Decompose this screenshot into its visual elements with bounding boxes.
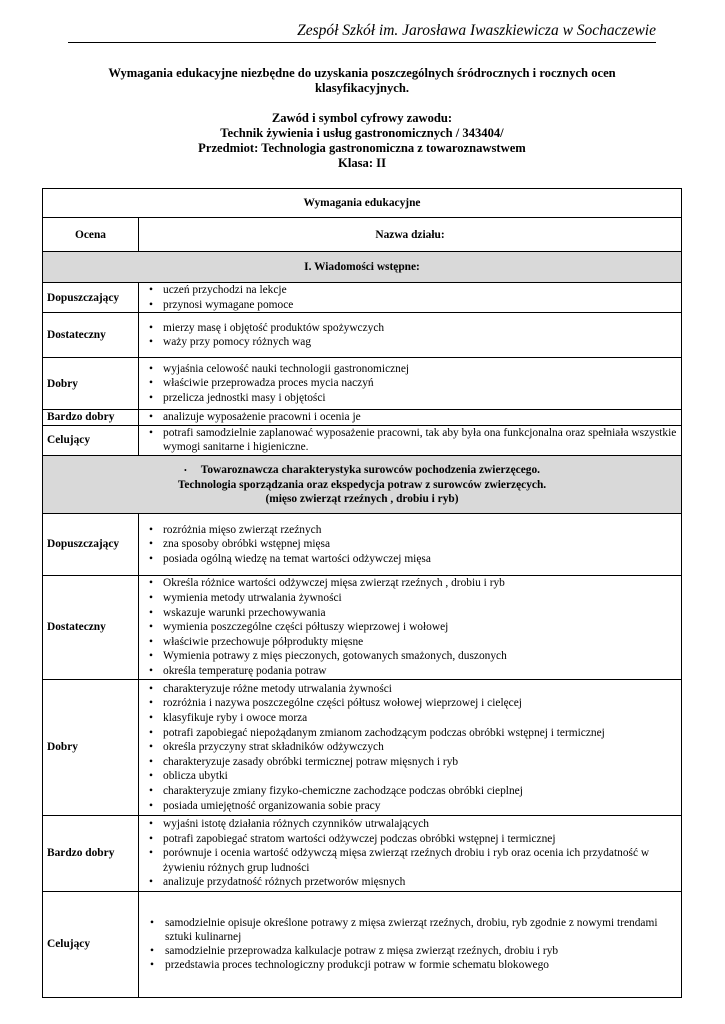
title-line-1: Wymagania edukacyjne niezbędne do uzyskania poszczególnych śródrocznych i rocznych ocen — [108, 66, 616, 80]
requirements-list — [139, 358, 682, 410]
list-item: • wyjaśni istotę działania różnych czynników utrwalających — [139, 817, 677, 832]
grade-label: Celujący — [43, 891, 139, 997]
bullet-icon: • — [149, 538, 153, 551]
grade-row — [43, 410, 682, 426]
section-title — [43, 455, 682, 513]
grade-row — [43, 513, 682, 575]
list-item: • Określa różnice wartości odżywczej mięsa zwierząt rzeźnych , drobiu i ryb — [139, 576, 677, 591]
bullet-icon: • — [149, 770, 153, 783]
requirements-list — [139, 313, 682, 358]
bullet-icon: • — [149, 377, 153, 390]
list-item: • określa temperaturę podania potraw — [139, 664, 677, 679]
list-item: • waży przy pomocy różnych wag — [139, 335, 677, 350]
list-item: • Wymienia potrawy z mięs pieczonych, gotowanych smażonych, duszonych — [139, 649, 677, 664]
title-line-2: klasyfikacyjnych. — [314, 81, 410, 95]
bullet-icon: • — [150, 917, 154, 930]
list-item: • charakteryzuje zmiany fizyko-chemiczne zachodzące podczas obróbki cieplnej — [139, 784, 677, 799]
bullet-icon: • — [149, 711, 153, 724]
section-title-line: • Towaroznawcza charakterystyka surowców pochodzenia zwierzęcego. — [183, 464, 541, 477]
list-item: • potrafi zapobiegać stratom wartości odżywczej podczas obróbki wstępnej i termicznej — [139, 832, 677, 847]
requirements-list — [139, 425, 682, 455]
bullet-icon: • — [149, 336, 153, 349]
requirements-list — [139, 575, 682, 679]
list-item: • potrafi samodzielnie zaplanować wyposażenie pracowni, tak aby była ona funkcjonalna oraz spełniała wszystkie wymogi sanitarne i higieniczne. — [139, 426, 677, 455]
grade-row — [43, 283, 682, 313]
title-line-4: Technik żywienia i usług gastronomicznych / 343404/ — [220, 126, 504, 140]
list-item: • porównuje i ocenia wartość odżywczą mięsa zwierząt rzeźnych drobiu i ryb oraz ocenia ich przydatność w żywieniu różnych grup ludności — [139, 846, 677, 875]
grade-row — [43, 425, 682, 455]
grade-row — [43, 358, 682, 410]
grade-label: Dopuszczający — [43, 513, 139, 575]
list-item: • klasyfikuje ryby i owoce morza — [139, 711, 677, 726]
list-item: • wskazuje warunki przechowywania — [139, 606, 677, 621]
bullet-icon: • — [149, 284, 153, 296]
column-header-dzial: Nazwa działu: — [139, 218, 682, 252]
bullet-icon: • — [149, 650, 153, 663]
bullet-icon: • — [149, 523, 153, 536]
list-item: • samodzielnie opisuje określone potrawy z mięsa zwierząt rzeźnych, drobiu, ryb zgodnie z nowymi trendami sztuki kulinarnej — [139, 916, 677, 944]
bullet-icon: • — [149, 784, 153, 797]
bullet-icon: • — [149, 817, 153, 830]
list-item: • charakteryzuje zasady obróbki termicznej potraw mięsnych i ryb — [139, 755, 677, 770]
bullet-icon: • — [149, 847, 153, 860]
bullet-icon: • — [149, 682, 153, 695]
section-title: I. Wiadomości wstępne: — [43, 252, 682, 283]
list-item: • mierzy masę i objętość produktów spożywczych — [139, 321, 677, 336]
list-item: • rozróżnia mięso zwierząt rzeźnych — [139, 523, 677, 538]
grade-row — [43, 891, 682, 997]
column-header-ocena: Ocena — [43, 218, 139, 252]
bullet-icon: • — [149, 298, 153, 311]
list-item: • wyjaśnia celowość nauki technologii gastronomicznej — [139, 362, 677, 377]
list-item: • właściwie przeprowadza proces mycia naczyń — [139, 376, 677, 391]
list-item: • samodzielnie przeprowadza kalkulacje potraw z mięsa zwierząt rzeźnych, drobiu i ryb — [139, 944, 677, 958]
section-title-line: (mięso zwierząt rzeźnych , drobiu i ryb) — [265, 492, 459, 505]
list-item: • oblicza ubytki — [139, 769, 677, 784]
requirements-list — [139, 513, 682, 575]
grade-label: Dopuszczający — [43, 283, 139, 313]
list-item: • rozróżnia i nazywa poszczególne części półtusz wołowej wieprzowej i cielęcej — [139, 696, 677, 711]
grade-label: Dostateczny — [43, 313, 139, 358]
document-title — [44, 66, 680, 171]
list-item: • wymienia metody utrwalania żywności — [139, 591, 677, 606]
list-item: • przynosi wymagane pomoce — [139, 298, 677, 313]
grade-row — [43, 575, 682, 679]
grade-label: Bardzo dobry — [43, 410, 139, 426]
title-line-3: Zawód i symbol cyfrowy zawodu: — [271, 111, 453, 125]
list-item: • posiada ogólną wiedzę na temat wartości odżywczej mięsa — [139, 552, 677, 567]
bullet-icon: • — [150, 959, 154, 972]
bullet-icon: • — [149, 391, 153, 404]
bullet-icon: • — [149, 755, 153, 768]
bullet-icon: • — [183, 465, 187, 475]
table-caption: Wymagania edukacyjne — [43, 189, 682, 218]
grade-label: Bardzo dobry — [43, 815, 139, 891]
list-item: • uczeń przychodzi na lekcje — [139, 283, 677, 298]
title-line-5: Przedmiot: Technologia gastronomiczna z towaroznawstwem — [198, 141, 526, 155]
requirements-list — [139, 679, 682, 815]
requirements-list — [139, 891, 682, 997]
bullet-icon: • — [149, 411, 153, 424]
list-item: • posiada umiejętność organizowania sobie pracy — [139, 799, 677, 814]
school-header: Zespół Szkół im. Jarosława Iwaszkiewicza w Sochaczewie — [68, 22, 656, 43]
bullet-icon: • — [149, 426, 153, 439]
list-item: • przelicza jednostki masy i objętości — [139, 391, 677, 406]
bullet-icon: • — [149, 876, 153, 889]
list-item: • określa przyczyny strat składników odżywczych — [139, 740, 677, 755]
section-title-line: Technologia sporządzania oraz ekspedycja potraw z surowców zwierzęcych. — [177, 478, 547, 491]
requirements-list — [139, 283, 682, 313]
bullet-icon: • — [149, 552, 153, 565]
bullet-icon: • — [149, 621, 153, 634]
requirements-list — [139, 410, 682, 426]
bullet-icon: • — [149, 606, 153, 619]
list-item: • przedstawia proces technologiczny produkcji potraw w formie schematu blokowego — [139, 958, 677, 972]
requirements-list — [139, 815, 682, 891]
grade-row — [43, 815, 682, 891]
bullet-icon: • — [149, 635, 153, 648]
list-item: • charakteryzuje różne metody utrwalania żywności — [139, 682, 677, 697]
bullet-icon: • — [149, 832, 153, 845]
bullet-icon: • — [149, 741, 153, 754]
bullet-icon: • — [149, 664, 153, 677]
bullet-icon: • — [149, 591, 153, 604]
list-item: • analizuje wyposażenie pracowni i ocenia je — [139, 410, 677, 425]
bullet-icon: • — [150, 945, 154, 958]
grade-row — [43, 679, 682, 815]
title-line-6: Klasa: II — [338, 156, 386, 170]
grade-label: Dobry — [43, 358, 139, 410]
list-item: • wymienia poszczególne części półtuszy wieprzowej i wołowej — [139, 620, 677, 635]
requirements-table — [42, 188, 682, 998]
bullet-icon: • — [149, 799, 153, 812]
grade-label: Celujący — [43, 425, 139, 455]
bullet-icon: • — [149, 321, 153, 334]
bullet-icon: • — [149, 577, 153, 590]
bullet-icon: • — [149, 697, 153, 710]
grade-label: Dostateczny — [43, 575, 139, 679]
list-item: • potrafi zapobiegać niepożądanym zmianom zachodzącym podczas obróbki wstępnej i termicznej — [139, 726, 677, 741]
list-item: • właściwie przechowuje półprodukty mięsne — [139, 635, 677, 650]
grade-row — [43, 313, 682, 358]
bullet-icon: • — [149, 726, 153, 739]
bullet-icon: • — [149, 362, 153, 375]
grade-label: Dobry — [43, 679, 139, 815]
list-item: • analizuje przydatność różnych przetworów mięsnych — [139, 875, 677, 890]
list-item: • zna sposoby obróbki wstępnej mięsa — [139, 537, 677, 552]
